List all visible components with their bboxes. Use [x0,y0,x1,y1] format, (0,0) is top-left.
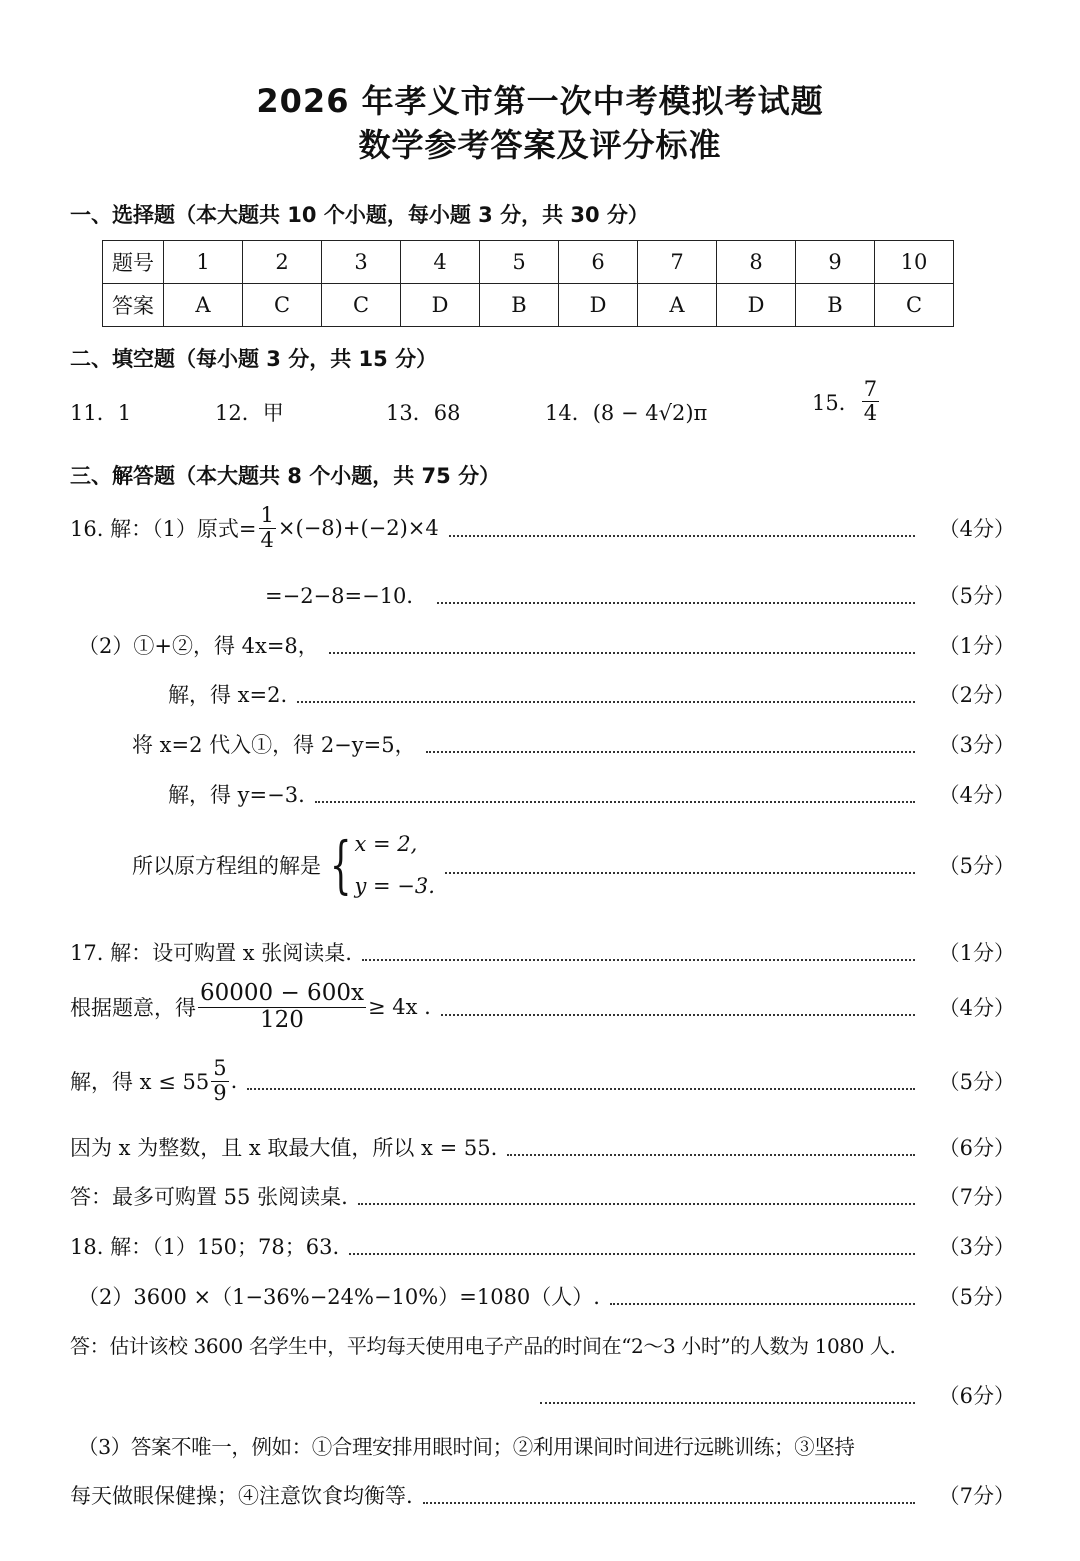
denominator: 4 [863,401,878,426]
leader-dots [247,1088,915,1090]
table-cell: B [796,284,875,327]
score: （4分） [938,783,1015,807]
fill-label-14: 14． [545,401,593,425]
q17-line-2 [70,975,1015,1039]
q16-line-4 [168,677,1015,711]
table-cell: 8 [717,241,796,284]
score: （1分） [938,634,1015,658]
equation: x = 2, [354,832,418,856]
equation: y = −3. [354,874,435,898]
table-cell: A [164,284,243,327]
score: （7分） [938,1484,1015,1508]
section-fill-heading: 二、填空题（每小题 3 分，共 15 分） [70,347,438,371]
score: （1分） [938,941,1015,965]
leader-dots [358,1203,915,1205]
page-subtitle: 数学参考答案及评分标准 [358,126,722,164]
q17-line-3 [70,1052,1015,1110]
fill-answer-15 [812,378,881,425]
leader-dots [449,535,915,537]
q16-line-5 [132,727,1015,761]
text: 根据题意，得 [70,996,196,1020]
score: （5分） [938,1285,1015,1309]
leader-dots [437,602,915,604]
row-header: 答案 [103,284,164,327]
fraction [211,1057,228,1104]
score: （3分） [938,733,1015,757]
leader-dots [445,872,915,874]
row-header: 题号 [103,241,164,284]
table-cell: D [401,284,480,327]
text: . [230,1069,238,1093]
brace-icon: { [329,828,352,901]
fill-label-15: 15． [812,390,860,415]
table-cell: 4 [401,241,480,284]
text: 17. 解：设可购置 x 张阅读桌. [70,941,352,965]
table-cell: 9 [796,241,875,284]
answer-table [102,240,954,327]
q17-line-1 [70,935,1015,969]
denominator: 9 [213,1080,227,1105]
q16-line-6 [168,777,1015,811]
text: 因为 x 为整数，且 x 取最大值，所以 x = 55. [70,1136,498,1160]
text: ≥ 4x . [367,995,431,1019]
table-cell: 1 [164,241,243,284]
leader-dots [329,652,915,654]
table-cell: 3 [322,241,401,284]
q18-line-6 [70,1478,1015,1512]
text: 解，得 x ≤ 55 [70,1070,210,1094]
text: （2）3600 ×（1−36%−24%−10%）=1080（人）. [78,1285,600,1309]
section-choice-heading: 一、选择题（本大题共 10 个小题，每小题 3 分，共 30 分） [70,203,649,227]
q16-line-1 [70,500,1015,556]
table-cell: C [322,284,401,327]
leader-dots [507,1154,915,1156]
table-cell: A [638,284,717,327]
fill-expr-14: (8 − 4√2)π [592,401,708,425]
denominator: 4 [260,527,274,552]
q18-line-5: （3）答案不唯一，例如：①合理安排用眼时间；②利用课间时间进行远眺训练；③坚持 [78,1435,855,1459]
numerator: 60000 − 600x [200,980,364,1007]
fraction [259,504,276,551]
q16-line-2 [265,578,1015,612]
score: （5分） [938,584,1015,608]
text: 16. 解：（1）原式= [70,517,257,541]
table-cell: D [717,284,796,327]
leader-dots [315,801,915,803]
text: ×(−8)+(−2)×4 [277,516,439,540]
section-solve-heading: 三、解答题（本大题共 8 个小题，共 75 分） [70,464,501,488]
score: （5分） [938,854,1015,878]
table-row [103,241,954,284]
text: =−2−8=−10． [265,584,428,608]
table-cell: 7 [638,241,717,284]
fraction [862,378,879,425]
numerator: 7 [863,377,878,401]
fill-answer-12: 12．甲 [215,401,284,425]
leader-dots [441,1014,915,1016]
q17-line-4 [70,1130,1015,1164]
score: （3分） [938,1235,1015,1259]
fill-answer-13: 13．68 [386,401,461,425]
leader-dots [423,1502,915,1504]
numerator: 5 [213,1056,227,1081]
q17-line-5 [70,1179,1015,1213]
q16-line-7 [132,825,1015,905]
text: 解，得 y=−3. [168,783,305,807]
score: （4分） [938,517,1015,541]
leader-dots [362,959,915,961]
table-cell: 6 [559,241,638,284]
table-cell: C [243,284,322,327]
denominator: 120 [260,1006,304,1033]
score: （6分） [938,1384,1015,1408]
text: 18. 解：（1）150；78；63. [70,1235,340,1259]
text: 解，得 x=2. [168,683,288,707]
table-cell: 2 [243,241,322,284]
leader-dots [349,1253,915,1255]
table-cell: 5 [480,241,559,284]
table-cell: B [480,284,559,327]
leader-dots [540,1402,915,1404]
score: （7分） [938,1185,1015,1209]
equation-system [354,823,434,907]
table-row [103,284,954,327]
score: （4分） [938,996,1015,1020]
page-title: 2026 年孝义市第一次中考模拟考试题 [256,82,824,120]
score: （6分） [938,1136,1015,1160]
q18-line-3: 答：估计该校 3600 名学生中，平均每天使用电子产品的时间在“2～3 小时”的人数为 1080 人. [70,1334,896,1358]
leader-dots [426,751,915,753]
leader-dots [610,1303,915,1305]
q18-line-2 [78,1279,1015,1313]
fill-answer-14 [545,397,707,427]
text: （2）①+②，得 4x=8， [78,634,319,658]
q18-line-4 [530,1378,1015,1412]
text: 所以原方程组的解是 [132,854,321,878]
text: 每天做眼保健操；④注意饮食均衡等. [70,1484,413,1508]
numerator: 1 [260,503,274,528]
q16-line-3 [78,628,1015,662]
table-cell: D [559,284,638,327]
table-cell: C [875,284,954,327]
text: 将 x=2 代入①，得 2−y=5， [132,733,416,757]
score: （2分） [938,683,1015,707]
q18-line-1 [70,1229,1015,1263]
text: 答：最多可购置 55 张阅读桌. [70,1185,348,1209]
fill-answer-11: 11．1 [70,401,132,425]
fraction [198,981,366,1033]
table-cell: 10 [875,241,954,284]
leader-dots [297,701,915,703]
score: （5分） [938,1070,1015,1094]
